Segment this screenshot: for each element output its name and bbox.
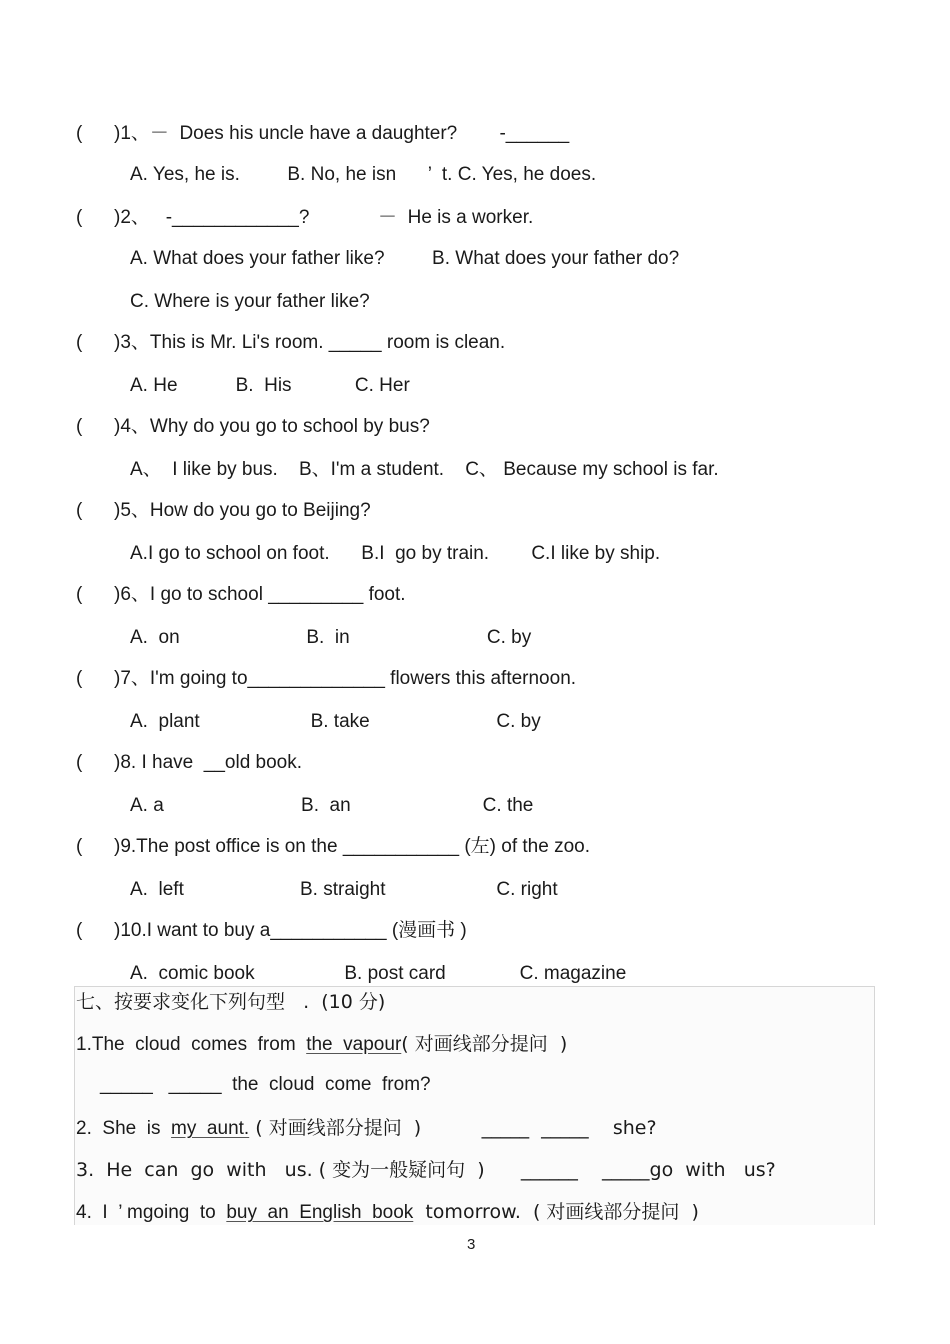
s1-instruction: ( 对画线部分提问 ) xyxy=(401,1033,568,1055)
section7-title: 七、按要求变化下列句型 . (10 分) xyxy=(76,991,386,1013)
s1-underlined: the vapour xyxy=(306,1034,402,1055)
q9-options: A. left B. straight C. right xyxy=(130,879,558,900)
q2-stem: ( )2、 -____________? － He is a worker. xyxy=(76,207,534,228)
q7-options: A. plant B. take C. by xyxy=(130,711,541,732)
q9-stem: ( )9.The post office is on the ___________ (左) of the zoo. xyxy=(76,836,591,857)
q10-stem: ( )10.I want to buy a___________ (漫画书 ) xyxy=(76,920,467,941)
q2-options: A. What does your father like? B. What does your father do? xyxy=(130,248,680,269)
q4-stem: ( )4、Why do you go to school by bus? xyxy=(76,416,430,437)
section7-sentence-4 xyxy=(76,1200,699,1225)
section7-sentence-3: 3. He can go with us. ( 变为一般疑问句 ) ______ _____go with us? xyxy=(76,1159,776,1181)
q5-stem: ( )5、How do you go to Beijing? xyxy=(76,500,371,521)
q1-stem: ( )1、－ Does his uncle have a daughter? -______ xyxy=(76,123,570,144)
s2-instruction: ( 对画线部分提问 ) _____ _____ she? xyxy=(249,1117,657,1139)
page-number: 3 xyxy=(467,1236,476,1253)
s4-underlined: buy an English book xyxy=(226,1202,414,1223)
q3-options: A. He B. His C. Her xyxy=(130,375,410,396)
section7-sentence-1 xyxy=(76,1032,567,1057)
s2-text: 2. She is xyxy=(76,1118,172,1139)
s1-text: 1.The cloud comes from xyxy=(76,1034,307,1055)
section7-box xyxy=(74,986,875,1225)
q1-options: A. Yes, he is. B. No, he isn ’ t. C. Yes, he does. xyxy=(130,164,597,185)
s2-underlined: my aunt. xyxy=(171,1118,250,1139)
q10-options: A. comic book B. post card C. magazine xyxy=(130,963,627,984)
q6-options: A. on B. in C. by xyxy=(130,627,532,648)
q5-options: A.I go to school on foot. B.I go by train. C.I like by ship. xyxy=(130,543,661,564)
s4-instruction: tomorrow. ( 对画线部分提问 ) xyxy=(413,1201,699,1223)
section7-sentence-2 xyxy=(76,1116,657,1141)
section7-answer-1: _____ _____ the cloud come from? xyxy=(100,1074,431,1095)
q2-options-c: C. Where is your father like? xyxy=(130,291,370,312)
q8-options: A. a B. an C. the xyxy=(130,795,534,816)
s4-text: 4. I ’ mgoing to xyxy=(76,1202,227,1223)
q7-stem: ( )7、I'm going to_____________ flowers this afternoon. xyxy=(76,668,577,689)
q4-options: A、 I like by bus. B、I'm a student. C、 Because my school is far. xyxy=(130,459,719,480)
q6-stem: ( )6、I go to school _________ foot. xyxy=(76,584,406,605)
q8-stem: ( )8. I have __old book. xyxy=(76,752,303,773)
q3-stem: ( )3、This is Mr. Li's room. _____ room is clean. xyxy=(76,332,506,353)
